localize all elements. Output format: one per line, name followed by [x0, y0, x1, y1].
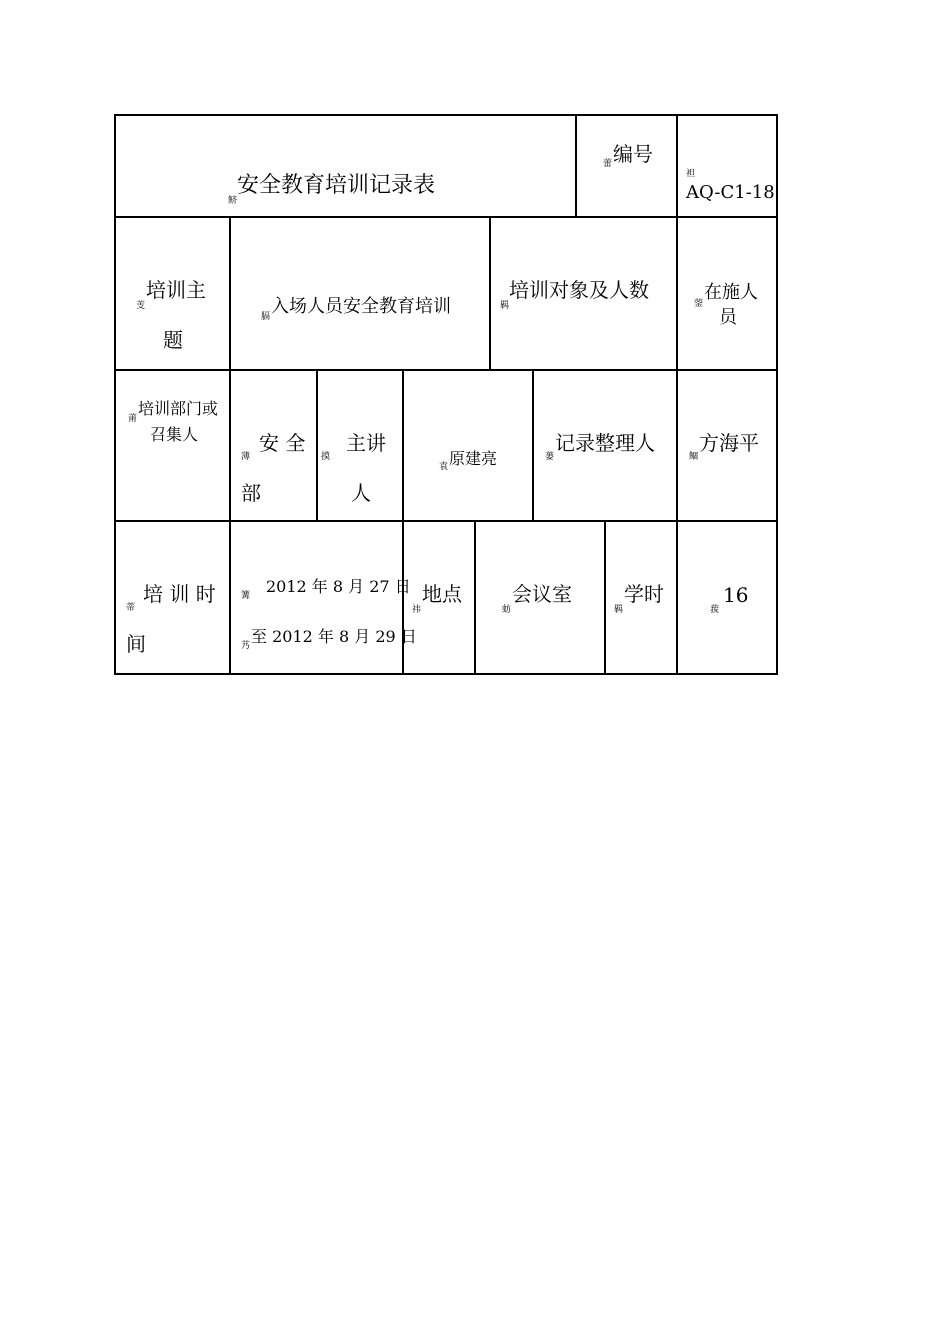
hours-value-mark: 菝	[710, 605, 720, 615]
topic-value: 入场人员安全教育培训	[271, 296, 451, 317]
number-value: AQ-C1-18	[686, 182, 775, 203]
hours-label: 学时	[624, 582, 664, 606]
audience-value-line1: 在施人	[704, 282, 758, 303]
number-value-mark: 袒	[686, 169, 696, 179]
recorder-value: 方海平	[699, 431, 759, 455]
time-label-mark: 蒂	[126, 603, 136, 613]
number-label-cell	[575, 114, 678, 218]
audience-value-line2: 员	[719, 307, 737, 328]
number-label: 编号	[613, 142, 653, 166]
place-label-mark: 祎	[412, 605, 422, 615]
dept-value-line2: 部	[241, 481, 261, 505]
topic-label-mark: 芰	[136, 301, 146, 311]
topic-value-mark: 膈	[261, 312, 271, 322]
lecturer-label-cell	[316, 369, 404, 522]
time-value-line2-mark: 艿	[241, 641, 251, 651]
hours-label-mark: 羁	[614, 605, 624, 615]
place-label: 地点	[422, 582, 462, 606]
time-value-cell	[229, 520, 417, 675]
lecturer-label-mark: 摸	[321, 452, 331, 462]
hours-value-cell	[676, 520, 778, 675]
topic-label-line2: 题	[163, 328, 183, 352]
topic-label-cell	[114, 216, 231, 371]
audience-value-cell	[676, 216, 778, 371]
time-label-line1: 培 训 时	[143, 582, 216, 606]
recorder-value-mark: 鲴	[689, 452, 699, 462]
topic-value-cell	[229, 216, 491, 371]
audience-label-cell	[489, 216, 678, 371]
recorder-label-cell	[532, 369, 678, 522]
time-value-line1-mark: 篝	[241, 591, 251, 601]
lecturer-label-line1: 主讲	[346, 431, 386, 455]
form-title: 安全教育培训记录表	[237, 173, 436, 198]
hours-value: 16	[723, 583, 749, 607]
dept-value-mark: 薄	[241, 452, 251, 462]
dept-value-cell	[229, 369, 318, 522]
time-label-line2: 间	[126, 632, 146, 656]
time-value-line1: 2012 年 8 月 27 日	[266, 577, 411, 596]
audience-label-mark: 羁	[500, 301, 510, 311]
number-label-mark: 蕾	[603, 159, 613, 169]
dept-label-line2: 召集人	[150, 425, 199, 444]
hours-label-cell	[604, 520, 678, 675]
dept-label-line1: 培训部门或	[138, 399, 219, 418]
audience-label: 培训对象及人数	[509, 278, 649, 302]
recorder-label-mark: 蒌	[545, 452, 555, 462]
place-label-cell	[402, 520, 476, 675]
number-value-cell	[676, 114, 778, 218]
place-value-cell	[474, 520, 606, 675]
place-value: 会议室	[512, 582, 572, 606]
lecturer-value-cell	[402, 369, 534, 522]
dept-label-mark: 莆	[128, 414, 138, 424]
title-cell	[114, 114, 577, 218]
topic-label-line1: 培训主	[146, 278, 206, 302]
audience-value-mark: 蓥	[694, 299, 704, 309]
recorder-label: 记录整理人	[555, 431, 655, 455]
recorder-value-cell	[676, 369, 778, 522]
time-value-line2: 至 2012 年 8 月 29 日	[251, 627, 417, 646]
dept-value-line1: 安 全	[259, 431, 306, 455]
title-mark: 鲚	[228, 196, 238, 206]
time-label-cell	[114, 520, 231, 675]
lecturer-value-mark: 袁	[439, 462, 449, 472]
lecturer-label-line2: 人	[351, 481, 371, 505]
lecturer-value: 原建亮	[449, 449, 498, 468]
place-value-mark: 蚄	[502, 605, 512, 615]
dept-label-cell	[114, 369, 231, 522]
